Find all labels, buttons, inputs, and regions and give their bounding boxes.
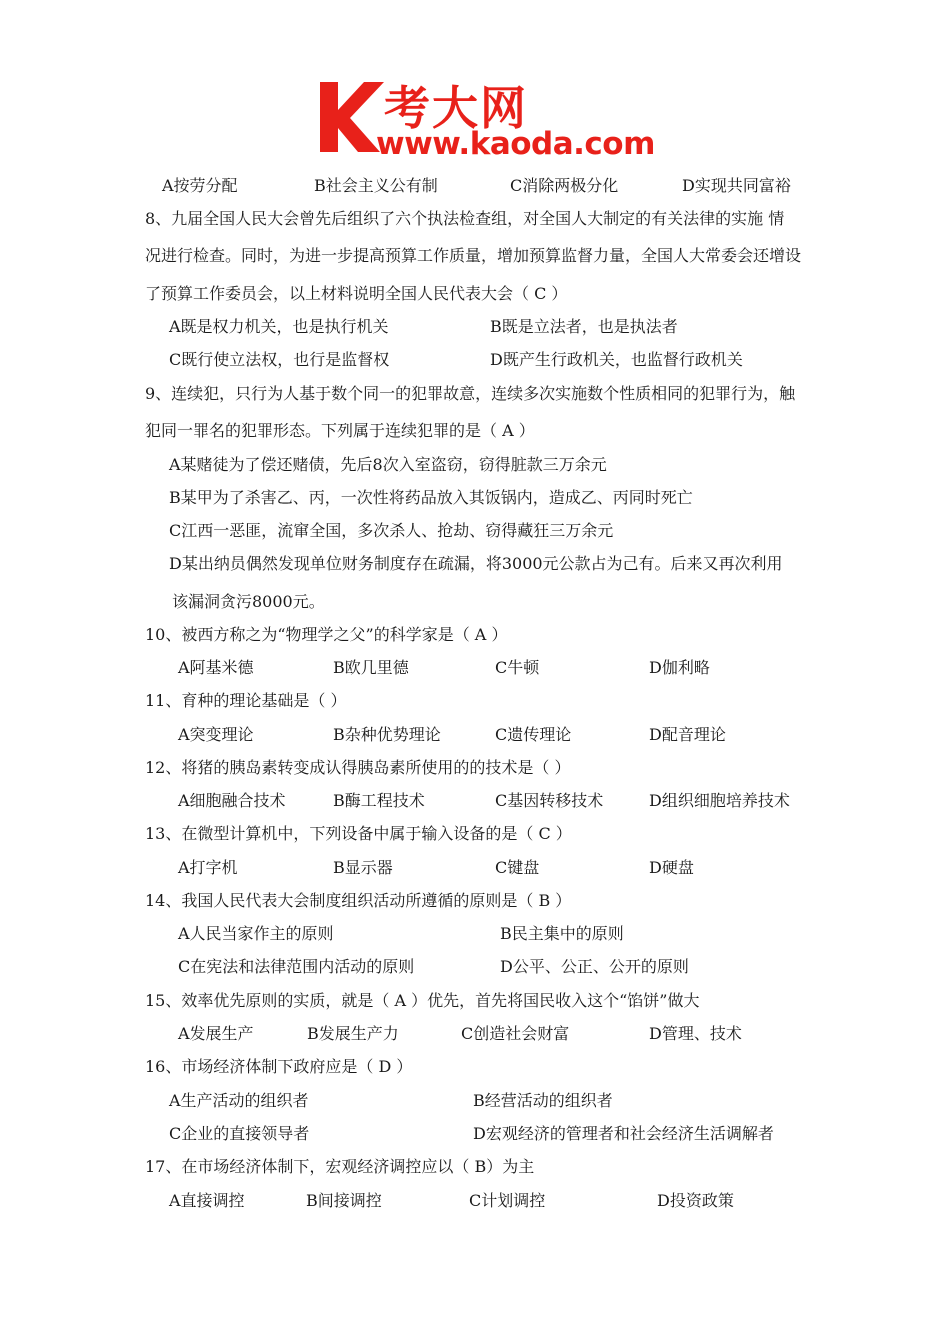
q16-stem: 16、市场经济体制下政府应是（ D ）	[145, 1057, 413, 1076]
q13-option-d: D硬盘	[649, 858, 694, 877]
q9-option-d: D某出纳员偶然发现单位财务制度存在疏漏，将3000元公款占为己有。后来又再次利用	[169, 554, 783, 573]
q7-option-c: C消除两极分化	[510, 176, 619, 195]
logo-chinese-text: 考大网	[384, 81, 528, 135]
q11-option-b: B杂种优势理论	[333, 725, 441, 744]
q9-stem-line-1: 9、连续犯，只行为人基于数个同一的犯罪故意，连续多次实施数个性质相同的犯罪行为，触	[145, 384, 796, 403]
q12-option-d: D组织细胞培养技术	[649, 791, 790, 810]
q12-option-c: C基因转移技术	[495, 791, 604, 810]
q10-option-c: C牛顿	[495, 658, 540, 677]
q12-option-b: B酶工程技术	[333, 791, 425, 810]
q8-stem-line-1: 8、九届全国人民大会曾先后组织了六个执法检查组，对全国人大制定的有关法律的实施 情	[145, 209, 785, 228]
q12-stem: 12、将猪的胰岛素转变成认得胰岛素所使用的的技术是（ ）	[145, 758, 571, 777]
q14-option-a: A人民当家作主的原则	[178, 924, 334, 943]
q12-option-a: A细胞融合技术	[178, 791, 286, 810]
q17-option-c: C计划调控	[469, 1191, 546, 1210]
q8-option-b: B既是立法者，也是执法者	[490, 317, 678, 336]
q15-option-a: A发展生产	[178, 1024, 254, 1043]
q15-option-c: C创造社会财富	[461, 1024, 570, 1043]
q13-stem: 13、在微型计算机中，下列设备中属于输入设备的是（ C ）	[145, 824, 572, 843]
q9-option-c: C江西一恶匪，流窜全国，多次杀人、抢劫、窃得藏狂三万余元	[169, 521, 614, 540]
q17-option-a: A直接调控	[169, 1191, 245, 1210]
q15-option-d: D管理、技术	[649, 1024, 742, 1043]
q11-option-c: C遗传理论	[495, 725, 572, 744]
q13-option-a: A打字机	[178, 858, 238, 877]
q16-option-b: B经营活动的组织者	[473, 1091, 613, 1110]
q11-option-a: A突变理论	[178, 725, 254, 744]
q7-option-b: B社会主义公有制	[314, 176, 438, 195]
q17-option-d: D投资政策	[657, 1191, 734, 1210]
q14-option-c: C在宪法和法律范围内活动的原则	[178, 957, 415, 976]
q8-stem-line-2: 况进行检查。同时，为进一步提高预算工作质量，增加预算监督力量，全国人大常委会还增设	[145, 246, 802, 265]
logo-url-text: www.kaoda.com	[376, 126, 655, 162]
q10-stem: 10、被西方称之为“物理学之父”的科学家是（ A ）	[145, 625, 508, 644]
q15-option-b: B发展生产力	[307, 1024, 399, 1043]
q9-option-a: A某赌徒为了偿还赌债，先后8次入室盗窃，窃得脏款三万余元	[169, 455, 607, 474]
q7-option-d: D实现共同富裕	[682, 176, 791, 195]
q11-option-d: D配音理论	[649, 725, 726, 744]
q11-stem: 11、育种的理论基础是（ ）	[145, 691, 347, 710]
q8-option-d: D既产生行政机关，也监督行政机关	[490, 350, 743, 369]
q9-option-d-continued: 该漏洞贪污8000元。	[172, 592, 325, 611]
q13-option-b: B显示器	[333, 858, 393, 877]
q10-option-b: B欧几里德	[333, 658, 409, 677]
q17-stem: 17、在市场经济体制下，宏观经济调控应以（ B）为主	[145, 1157, 535, 1176]
q8-option-a: A既是权力机关，也是执行机关	[169, 317, 389, 336]
q14-option-d: D公平、公正、公开的原则	[500, 957, 689, 976]
q15-stem: 15、效率优先原则的实质，就是（ A ）优先，首先将国民收入这个“馅饼”做大	[145, 991, 700, 1010]
q8-stem-line-3: 了预算工作委员会，以上材料说明全国人民代表大会（ C ）	[145, 284, 568, 303]
q17-option-b: B间接调控	[306, 1191, 382, 1210]
q14-stem: 14、我国人民代表大会制度组织活动所遵循的原则是（ B ）	[145, 891, 572, 910]
q9-stem-line-2: 犯同一罪名的犯罪形态。下列属于连续犯罪的是（ A ）	[145, 421, 535, 440]
q9-option-b: B某甲为了杀害乙、丙，一次性将药品放入其饭锅内，造成乙、丙同时死亡	[169, 488, 693, 507]
q10-option-a: A阿基米德	[178, 658, 254, 677]
q8-option-c: C既行使立法权，也行是监督权	[169, 350, 390, 369]
q16-option-a: A生产活动的组织者	[169, 1091, 309, 1110]
q10-option-d: D伽利略	[649, 658, 710, 677]
q16-option-d: D宏观经济的管理者和社会经济生活调解者	[473, 1124, 774, 1143]
q7-option-a: A按劳分配	[162, 176, 238, 195]
q13-option-c: C键盘	[495, 858, 540, 877]
q14-option-b: B民主集中的原则	[500, 924, 624, 943]
q16-option-c: C企业的直接领导者	[169, 1124, 310, 1143]
